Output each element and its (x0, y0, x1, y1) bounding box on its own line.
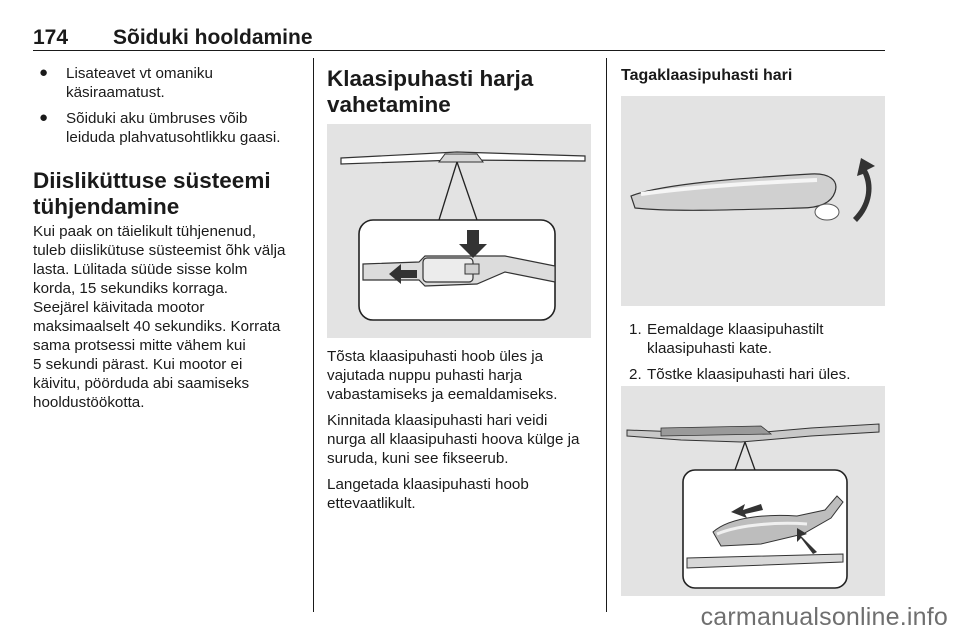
chapter-title: Sõiduki hooldamine (113, 26, 313, 49)
rear-wiper-steps (621, 320, 887, 391)
step-item (621, 320, 887, 358)
paragraph-line: Kui paak on täielikult tühjenenud, (33, 223, 256, 240)
bullet-line: leiduda plahvatusohtlikku gaasi. (66, 129, 281, 146)
paragraph-line: ettevaatlikult. (327, 495, 416, 512)
paragraph-line: Kinnitada klaasipuhasti hari veidi (327, 412, 548, 429)
bullet-symbol: ● (39, 109, 49, 126)
paragraph-line: vabastamiseks ja eemaldamiseks. (327, 386, 558, 403)
bullet-line: Sõiduki aku ümbruses võib (66, 110, 248, 127)
section-paragraph (33, 222, 303, 412)
section-heading: Tagaklaasipuhasti hari (621, 67, 793, 84)
paragraph-line: sama protsessi mitte vähem kui (33, 337, 246, 354)
paragraph-line: lasta. Lülitada süüde sisse kolm (33, 261, 248, 278)
paragraph-line: suruda, kuni see fikseerub. (327, 450, 509, 467)
wiper-blade-illustration (327, 124, 591, 338)
bullet-item (33, 109, 303, 147)
paragraph-line: nurga all klaasipuhasti hoova külge ja (327, 431, 580, 448)
bullet-line: käsiraamatust. (66, 84, 165, 101)
heading-line: tühjendamine (33, 194, 180, 219)
rear-wiper-blade-illustration (621, 386, 885, 596)
bullet-line: Lisateavet vt omaniku (66, 65, 213, 82)
paragraph-line: tuleb diislikütuse süsteemist õhk välja (33, 242, 286, 259)
step-number: 1. (629, 321, 642, 338)
page-header (33, 26, 885, 50)
wiper-instructions (327, 347, 595, 513)
heading-line: Klaasipuhasti harja (327, 66, 534, 91)
paragraph-line: Langetada klaasipuhasti hoob (327, 476, 529, 493)
column-middle (327, 66, 595, 118)
paragraph-line: Tõsta klaasipuhasti hoob üles ja (327, 348, 544, 365)
instruction-paragraph (327, 475, 595, 513)
wiper-blade-drawing (327, 124, 591, 338)
bullet-symbol: ● (39, 64, 49, 81)
watermark: carmanualsonline.info (700, 603, 948, 631)
step-item (621, 365, 887, 384)
rear-wiper-arm-drawing (621, 96, 885, 306)
heading-line: Diisliküttuse süsteemi (33, 168, 271, 193)
rear-wiper-blade-drawing (621, 386, 885, 596)
column-right (621, 66, 887, 86)
page-number: 174 (33, 26, 69, 49)
section-heading (327, 66, 595, 118)
paragraph-line: käivitu, pöörduda abi saamiseks (33, 375, 250, 392)
step-line: klaasipuhasti kate. (647, 340, 772, 357)
paragraph-line: 5 sekundi pärast. Kui mootor ei (33, 356, 243, 373)
paragraph-line: hooldustöökotta. (33, 394, 145, 411)
section-heading (33, 168, 303, 220)
column-divider-2 (606, 58, 607, 612)
step-line: Eemaldage klaasipuhastilt (647, 321, 824, 338)
heading-line: vahetamine (327, 92, 451, 117)
paragraph-line: vajutada nuppu puhasti harja (327, 367, 523, 384)
paragraph-line: maksimaalselt 40 sekundiks. Korrata (33, 318, 281, 335)
instruction-paragraph (327, 411, 595, 468)
bullet-item (33, 64, 303, 102)
header-rule (33, 50, 885, 51)
paragraph-line: korda, 15 sekundiks korraga. (33, 280, 229, 297)
step-line: Tõstke klaasipuhasti hari üles. (647, 366, 851, 383)
step-number: 2. (629, 366, 642, 383)
column-divider-1 (313, 58, 314, 612)
instruction-paragraph (327, 347, 595, 404)
paragraph-line: Seejärel käivitada mootor (33, 299, 205, 316)
column-left (33, 64, 303, 412)
rear-wiper-arm-illustration (621, 96, 885, 306)
